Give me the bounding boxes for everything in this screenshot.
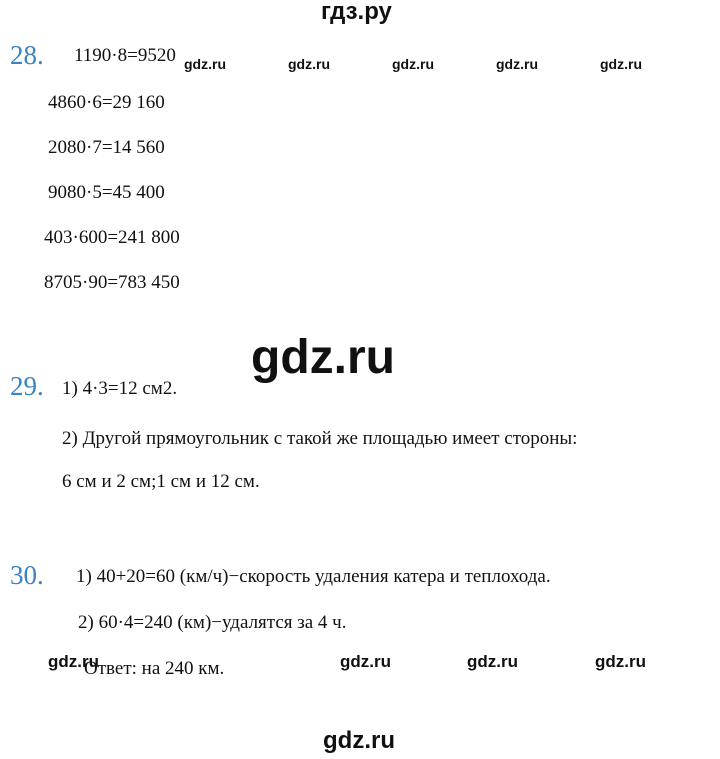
watermark-small: gdz.ru bbox=[595, 652, 646, 671]
task-28-line-3: 2080·7=14 560 bbox=[48, 137, 165, 158]
task-29-line-3: 6 см и 2 см;1 см и 12 см. bbox=[62, 471, 260, 492]
task-28-line-5: 403·600=241 800 bbox=[44, 227, 180, 248]
task-29-line-2: 2) Другой прямоугольник с такой же площадью имеет стороны: bbox=[62, 428, 578, 449]
task-30-line-2: 2) 60·4=240 (км)−удалятся за 4 ч. bbox=[78, 612, 347, 633]
header-watermark: гдз.ру bbox=[321, 0, 392, 25]
task-number-30: 30. bbox=[10, 560, 44, 590]
task-number-28: 28. bbox=[10, 40, 44, 70]
task-number-29: 29. bbox=[10, 371, 44, 401]
task-28-line-2: 4860·6=29 160 bbox=[48, 92, 165, 113]
watermark-small: gdz.ru bbox=[48, 652, 99, 671]
watermark-small: gdz.ru bbox=[467, 652, 518, 671]
task-28-line-4: 9080·5=45 400 bbox=[48, 182, 165, 203]
task-30-line-1: 1) 40+20=60 (км/ч)−скорость удаления катера и теплохода. bbox=[76, 566, 551, 587]
watermark-small: gdz.ru bbox=[496, 56, 538, 72]
footer-watermark: gdz.ru bbox=[323, 727, 395, 754]
big-watermark: gdz.ru bbox=[251, 331, 395, 384]
watermark-small: gdz.ru bbox=[340, 652, 391, 671]
watermark-small: gdz.ru bbox=[288, 56, 330, 72]
task-30-line-3: Ответ: на 240 км. bbox=[84, 658, 225, 679]
task-28-line-6: 8705·90=783 450 bbox=[44, 272, 180, 293]
watermark-small: gdz.ru bbox=[184, 56, 226, 72]
watermark-small: gdz.ru bbox=[392, 56, 434, 72]
watermark-small: gdz.ru bbox=[600, 56, 642, 72]
task-28-line-1: 1190·8=9520 bbox=[74, 45, 176, 66]
task-29-line-1: 1) 4·3=12 см2. bbox=[62, 378, 178, 399]
